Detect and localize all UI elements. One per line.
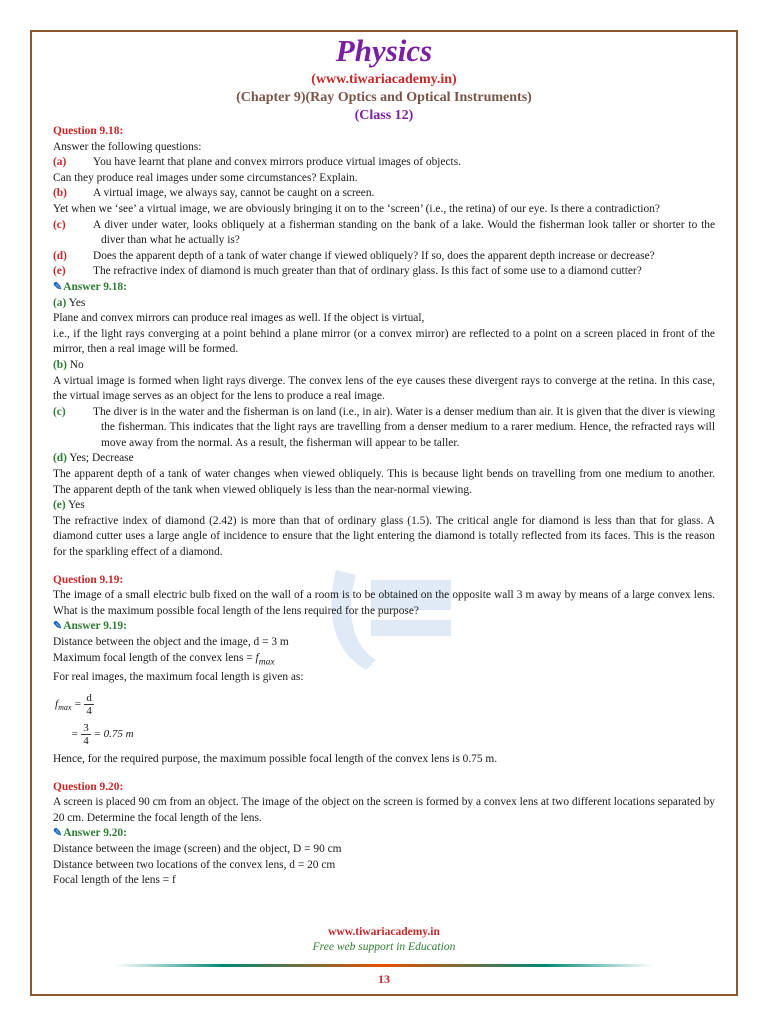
pen-icon: ✎ [53, 620, 63, 633]
question-9-18-part-e: (e) The refractive index of diamond is much greater than that of ordinary glass. Is this fact of some use to a diamond cutter? [53, 265, 642, 278]
page-footer [0, 925, 768, 955]
answer-9-18-d-p1: The apparent depth of a tank of water changes when viewed obliquely. This is because light bends on travelling from one medium to another. The apparent depth of the tank when viewed obliquely is less than the near-normal viewing. [53, 468, 715, 496]
header-chapter: (Chapter 9)(Ray Optics and Optical Instruments) [236, 90, 532, 105]
equation-line-1: $f_{max}$ = $\frac{d}{4}$ [55, 692, 92, 718]
answer-9-18-a-short: (a) Yes [53, 296, 86, 309]
answer-9-20-heading: ✎Answer 9.20: [53, 827, 127, 840]
answer-9-18-heading: ✎Answer 9.18: [53, 280, 127, 293]
answer-9-19-line-1: Distance between the object and the image, d = 3 m [53, 636, 289, 648]
page-number: 13 [378, 972, 390, 986]
answer-9-18-d-short: (d) Yes; Decrease [53, 452, 134, 465]
answer-9-18-c: (c) The diver is in the water and the fisherman is on land (i.e., in air). Water is a denser medium than air. It is given that the diver is viewing the fisherman. This indicates that the light rays are travelling from a denser medium to a rarer medium. Hence, the refracted rays will move away from the normal. As a result, the fisherman will appear to be taller. [53, 405, 715, 449]
question-9-19-text: The image of a small electric bulb fixed on the wall of a room is to be obtained on the opposite wall 3 m away by means of a large convex lens. What is the maximum possible focal length of the lens required for the purpose? [53, 589, 715, 617]
answer-9-19-conclusion: Hence, for the required purpose, the maximum possible focal length of the convex lens is 0.75 m. [53, 753, 498, 766]
equation-line-2: = $\frac{3}{4}$ = 0.75 m [71, 722, 134, 748]
answer-9-18-b-p1: A virtual image is formed when light rays diverge. The convex lens of the eye causes these divergent rays to converge at the retina. In this case, the virtual image serves as an object for the lens to produce a real image. [53, 374, 715, 403]
pen-icon: ✎ [53, 827, 63, 840]
question-9-19-heading: Question 9.19: [53, 573, 124, 586]
answer-9-19-line-2: Maximum focal length of the convex lens = $f_{max}$ [53, 651, 275, 667]
question-9-18-part-c: (c) A diver under water, looks obliquely at a fisherman standing on the bank of a lake. Would the fisherman look taller or shorter to the diver than what he actually is? [53, 218, 715, 247]
footer-divider [115, 964, 653, 967]
header-class: (Class 12) [354, 108, 414, 123]
answer-9-20-line-1: Distance between the image (screen) and the object, D = 90 cm [53, 843, 342, 856]
answer-9-19-line-3: For real images, the maximum focal length is given as: [53, 671, 304, 684]
question-9-20-heading: Question 9.20: [53, 780, 124, 793]
answer-9-18-e-p1: The refractive index of diamond (2.42) is more than that of ordinary glass (1.5). The critical angle for diamond is less than that for glass. A diamond cutter uses a large angle of incidence to ensure that the light entering the diamond is totally reflected from its faces. This is the reason for the sparkling effect of a diamond. [53, 514, 715, 559]
answer-9-20-line-3: Focal length of the lens = f [53, 874, 176, 887]
page-header [0, 33, 768, 125]
page-title: Physics [335, 33, 433, 68]
question-9-18-part-a-cont: Can they produce real images under some circumstances? Explain. [53, 171, 358, 184]
answer-9-19-heading: ✎Answer 9.19: [53, 620, 127, 633]
question-9-20-text: A screen is placed 90 cm from an object. The image of the object on the screen is formed by a convex lens at two different locations separated by 20 cm. Determine the focal length of the lens. [53, 796, 715, 824]
question-9-18-heading: Question 9.18: [53, 125, 124, 137]
answer-9-20-line-2: Distance between two locations of the convex lens, d = 20 cm [53, 858, 336, 871]
focal-length-equation [53, 690, 715, 748]
pen-icon: ✎ [53, 280, 63, 293]
answer-9-18-b-short: (b) No [53, 358, 84, 371]
question-9-18-part-d: (d) Does the apparent depth of a tank of water change if viewed obliquely? If so, does the apparent depth increase or decrease? [53, 249, 655, 262]
question-9-18-part-b: (b) A virtual image, we always say, cannot be caught on a screen. [53, 187, 375, 200]
answer-9-18-a-p1: Plane and convex mirrors can produce real images as well. If the object is virtual, [53, 312, 425, 325]
footer-site: www.tiwariacademy.in [328, 926, 440, 938]
question-9-18-part-a: (a) You have learnt that plane and convex mirrors produce virtual images of objects. [53, 156, 461, 169]
answer-9-18-e-short: (e) Yes [53, 499, 85, 512]
footer-tagline: Free web support in Education [312, 941, 456, 953]
answer-9-18-a-p2: i.e., if the light rays converging at a point behind a plane mirror (or a convex mirror) are reflected to a point on a screen placed in front of the mirror, then a real image will be formed. [53, 327, 715, 356]
page-content [53, 124, 715, 889]
question-9-18-part-b-cont: Yet when we ‘see’ a virtual image, we are obviously bringing it on to the ‘screen’ (i.e., the retina) of our eye. Is there a contradiction? [53, 202, 660, 215]
header-site: (www.tiwariacademy.in) [311, 72, 457, 87]
question-9-18-intro: Answer the following questions: [53, 140, 202, 153]
